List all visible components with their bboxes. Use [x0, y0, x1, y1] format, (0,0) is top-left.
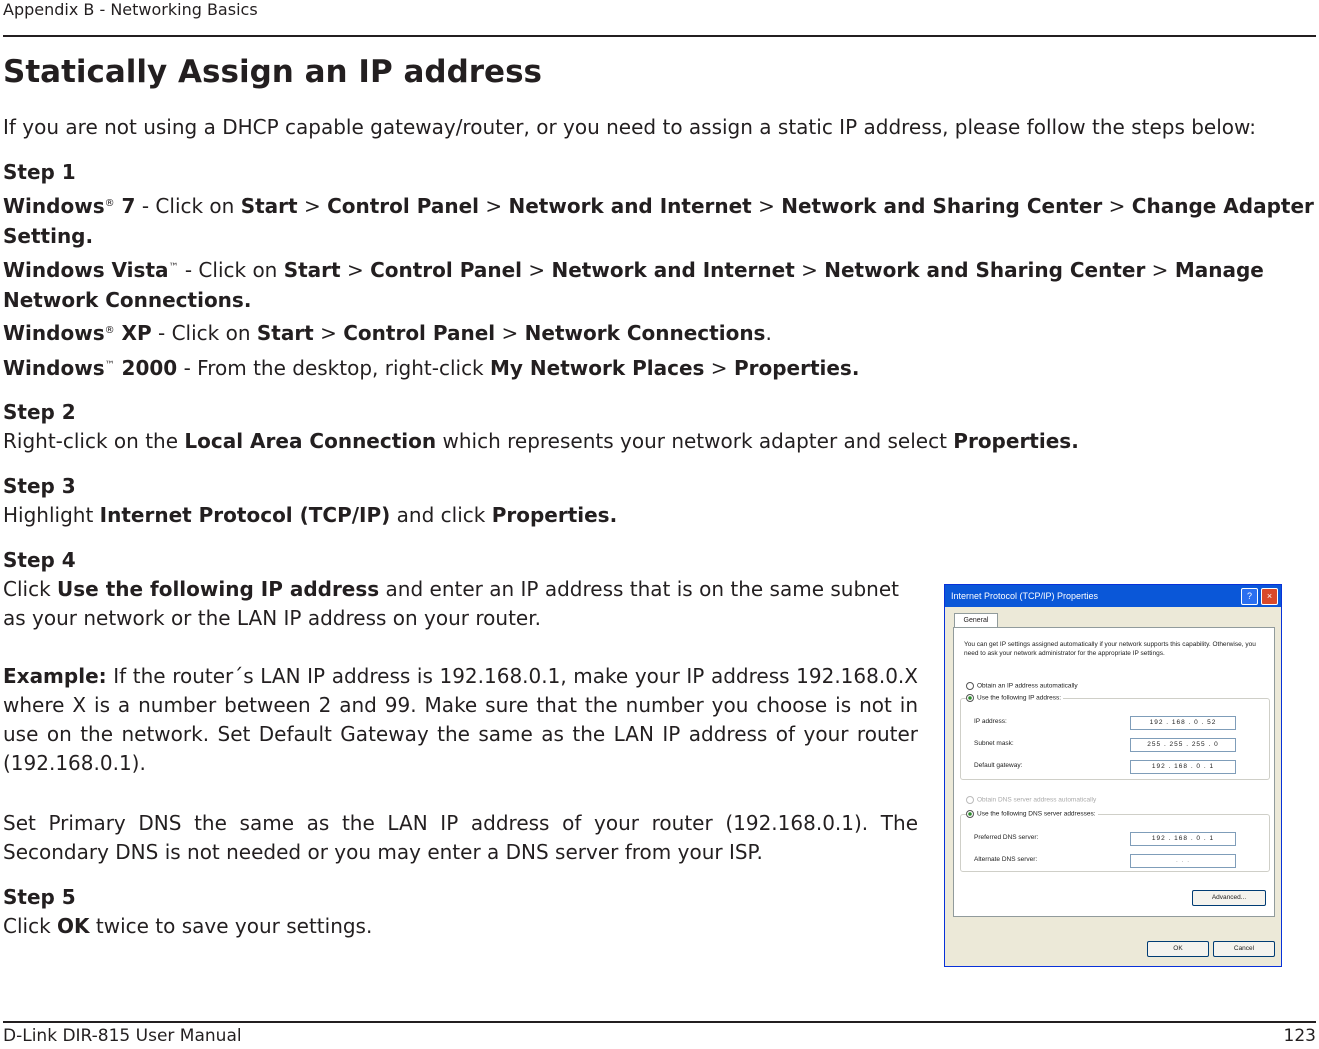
sep: >: [1102, 194, 1132, 218]
cancel-button[interactable]: Cancel: [1213, 941, 1275, 957]
use-following-ip: Use the following IP address: [57, 577, 380, 601]
os-name: Windows Vista: [3, 258, 169, 282]
internet-protocol: Internet Protocol (TCP/IP): [99, 503, 391, 527]
subnet-mask-label: Subnet mask:: [974, 740, 1014, 747]
text: - Click on: [135, 194, 241, 218]
step3-label: Step 3: [3, 474, 76, 498]
sep: >: [495, 321, 525, 345]
sep: >: [704, 356, 734, 380]
step4-example: [3, 662, 918, 778]
text: - From the desktop, right-click: [177, 356, 490, 380]
section-header: Appendix B - Networking Basics: [3, 0, 258, 19]
preferred-dns-field[interactable]: 192 . 168 . 0 . 1: [1130, 832, 1236, 846]
path-sharing-center: Network and Sharing Center: [824, 258, 1146, 282]
default-gateway-label: Default gateway:: [974, 762, 1023, 769]
auto-dns-radio[interactable]: [966, 796, 1096, 804]
ok-word: OK: [57, 914, 90, 938]
os-version: 7: [114, 194, 136, 218]
close-button[interactable]: ×: [1261, 588, 1278, 605]
header-rule: [3, 35, 1316, 37]
text: and enter an IP address that is on the same subnet as your network or the LAN IP address on your router.: [3, 577, 899, 630]
path-sharing-center: Network and Sharing Center: [781, 194, 1103, 218]
advanced-button[interactable]: Advanced...: [1192, 890, 1266, 906]
path-change-adapter: Change Adapter Setting.: [3, 194, 1314, 248]
step3-text: [3, 500, 1316, 530]
step1-vista: [3, 255, 1316, 315]
auto-ip-radio[interactable]: [966, 682, 1078, 690]
tcpip-properties-dialog: [944, 584, 1282, 967]
path-start: Start: [240, 194, 298, 218]
text: Click: [3, 577, 58, 601]
preferred-dns-label: Preferred DNS server:: [974, 834, 1039, 841]
os-version: 2000: [114, 356, 178, 380]
step1-label: Step 1: [3, 160, 76, 184]
path-start: Start: [256, 321, 314, 345]
radio-icon: [966, 682, 974, 690]
subnet-mask-field[interactable]: 255 . 255 . 255 . 0: [1130, 738, 1236, 752]
step5-label: Step 5: [3, 885, 76, 909]
footer-manual-name: D-Link DIR-815 User Manual: [3, 1026, 242, 1046]
local-area-connection: Local Area Connection: [184, 429, 437, 453]
path-my-network-places: My Network Places: [490, 356, 705, 380]
dialog-description: You can get IP settings assigned automatically if your network supports this capability. Otherwise, you need to ask your network administrator for the appropriate IP settings.: [964, 641, 1256, 657]
text: Right-click on the: [3, 429, 185, 453]
auto-dns-label: Obtain DNS server address automatically: [977, 796, 1097, 804]
step1-win7: [3, 191, 1316, 251]
path-control-panel: Control Panel: [327, 194, 479, 218]
step1-w2000: [3, 353, 1316, 383]
step4-text: [3, 575, 918, 633]
path-control-panel: Control Panel: [343, 321, 496, 345]
sep: >: [751, 194, 782, 218]
sep: >: [1145, 258, 1175, 282]
step2-text: [3, 426, 1316, 456]
radio-icon: [966, 796, 974, 804]
sep: >: [794, 258, 825, 282]
path-control-panel: Control Panel: [370, 258, 523, 282]
ip-address-label: IP address:: [974, 718, 1007, 725]
general-panel: [953, 627, 1275, 917]
path-manage-connections: Manage Network Connections.: [3, 258, 1264, 312]
radio-icon: [966, 694, 974, 702]
os-name: Windows: [3, 194, 105, 218]
radio-icon: [966, 810, 974, 818]
text: - Click on: [151, 321, 257, 345]
sep: >: [479, 194, 509, 218]
text: which represents your network adapter and select: [436, 429, 954, 453]
use-dns-radio[interactable]: [966, 810, 1098, 818]
use-ip-radio[interactable]: [966, 694, 1063, 702]
sep: >: [313, 321, 344, 345]
example-label: Example:: [3, 664, 107, 688]
os-name: Windows: [3, 356, 105, 380]
tm-mark: ™: [168, 262, 179, 273]
alternate-dns-field[interactable]: . . .: [1130, 854, 1236, 868]
text: .: [765, 321, 772, 345]
default-gateway-field[interactable]: 192 . 168 . 0 . 1: [1130, 760, 1236, 774]
footer-rule: [3, 1021, 1316, 1023]
os-name: Windows: [3, 321, 105, 345]
step2-label: Step 2: [3, 400, 76, 424]
use-ip-label: Use the following IP address:: [977, 694, 1062, 702]
tab-general[interactable]: General: [954, 613, 998, 628]
path-start: Start: [283, 258, 341, 282]
text: and click: [390, 503, 492, 527]
text: twice to save your settings.: [89, 914, 373, 938]
help-button[interactable]: ?: [1241, 588, 1258, 605]
step4-label: Step 4: [3, 548, 76, 572]
auto-ip-label: Obtain an IP address automatically: [977, 682, 1078, 690]
text: Highlight: [3, 503, 100, 527]
path-network-connections: Network Connections: [524, 321, 766, 345]
ok-button[interactable]: OK: [1147, 941, 1209, 957]
sep: >: [340, 258, 371, 282]
text: - Click on: [178, 258, 284, 282]
page-title: Statically Assign an IP address: [3, 54, 542, 90]
step4-dns: Set Primary DNS the same as the LAN IP address of your router (192.168.0.1). The Secondary DNS is not needed or you may enter a DNS server from your ISP.: [3, 811, 918, 864]
intro-text: If you are not using a DHCP capable gateway/router, or you need to assign a static IP address, please follow the steps below:: [3, 115, 1257, 139]
alternate-dns-label: Alternate DNS server:: [974, 856, 1038, 863]
step1-xp: [3, 318, 1316, 348]
path-network-internet: Network and Internet: [508, 194, 752, 218]
example-text: If the router´s LAN IP address is 192.168.0.1, make your IP address 192.168.0.X where X is a number between 2 and 99. Make sure that the number you choose is not in use on the network. Set Default Gateway the same as the LAN IP address of your router (192.168.0.1).: [3, 664, 918, 775]
sep: >: [297, 194, 328, 218]
path-network-internet: Network and Internet: [551, 258, 795, 282]
footer-page-number: 123: [1283, 1026, 1316, 1046]
use-dns-label: Use the following DNS server addresses:: [977, 810, 1096, 818]
os-version: XP: [114, 321, 152, 345]
properties: Properties.: [953, 429, 1079, 453]
dialog-title: Internet Protocol (TCP/IP) Properties: [951, 591, 1099, 601]
reg-mark: ®: [104, 198, 115, 209]
sep: >: [522, 258, 552, 282]
tm-mark: ™: [104, 360, 115, 371]
path-properties: Properties.: [733, 356, 860, 380]
dialog-titlebar: [945, 585, 1281, 607]
text: Click: [3, 914, 58, 938]
reg-mark: ®: [104, 325, 115, 336]
ip-address-field[interactable]: 192 . 168 . 0 . 52: [1130, 716, 1236, 730]
properties: Properties.: [491, 503, 618, 527]
